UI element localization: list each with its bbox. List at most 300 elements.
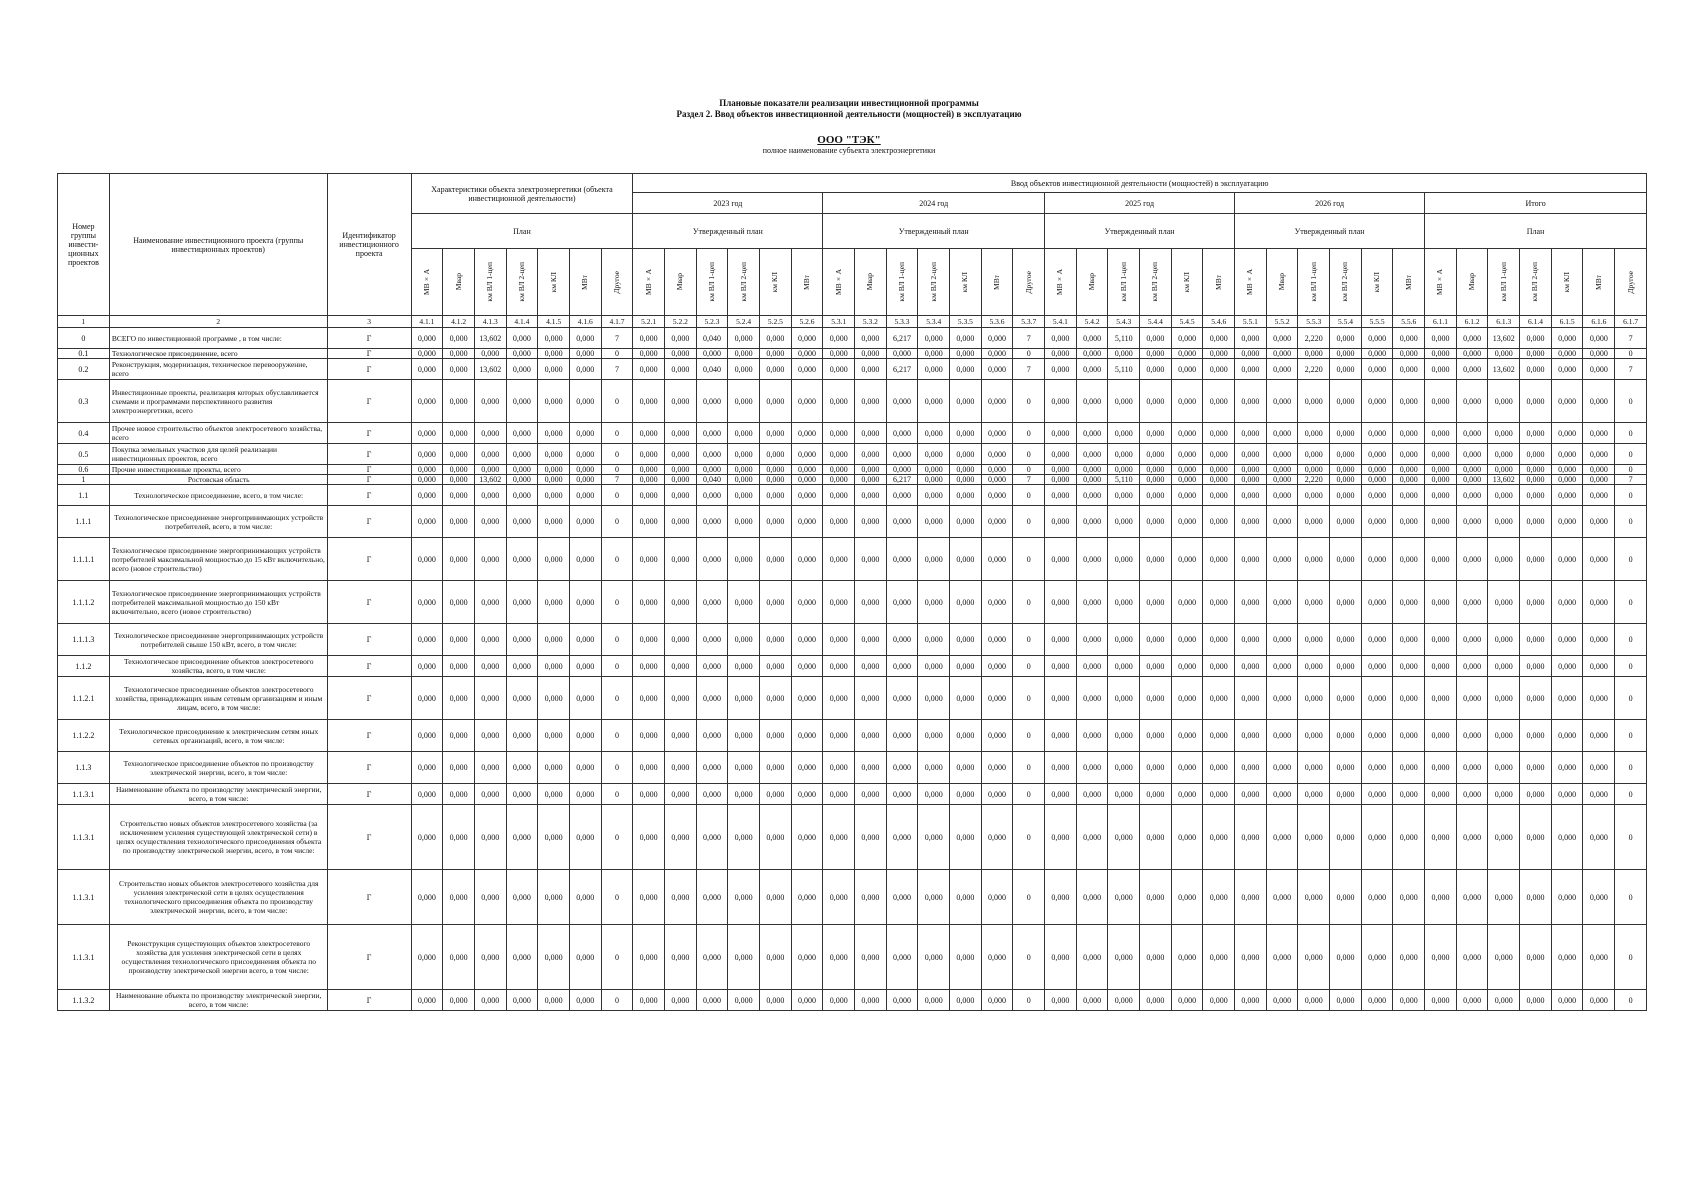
column-number: 4.1.3 [474, 316, 506, 328]
row-value: 0,000 [506, 465, 538, 475]
row-value: 0,000 [443, 677, 475, 720]
row-value: 0,000 [633, 752, 665, 784]
row-value: 0,000 [1171, 485, 1203, 506]
row-value: 0,000 [855, 677, 887, 720]
row-value: 0,000 [1203, 359, 1235, 380]
table-row [58, 444, 1647, 465]
row-value: 0,000 [633, 380, 665, 423]
unit-label: км ВЛ 2-цеп [1340, 262, 1350, 302]
row-value: 0,000 [1171, 423, 1203, 444]
row-value: 0,000 [1076, 720, 1108, 752]
row-value: 0,000 [1551, 423, 1583, 444]
row-value: 2,220 [1298, 475, 1330, 485]
row-value: 0,000 [665, 380, 697, 423]
row-value: 0,000 [1393, 359, 1425, 380]
unit-header [665, 249, 697, 316]
row-value: 0,000 [443, 359, 475, 380]
row-value: 0,000 [981, 423, 1013, 444]
row-value: 0,000 [1361, 925, 1393, 990]
row-value: 0,000 [538, 990, 570, 1011]
row-identifier: Г [327, 752, 411, 784]
row-value: 0,000 [1076, 359, 1108, 380]
row-value: 0,000 [1456, 990, 1488, 1011]
unit-label: км ВЛ 2-цеп [516, 262, 526, 302]
unit-label: км КЛ [770, 271, 780, 293]
row-value: 0,000 [1361, 720, 1393, 752]
row-value: 0,000 [886, 624, 918, 656]
header-project-name: Наименование инвестиционного проекта (группы инвестиционных проектов) [109, 174, 327, 316]
row-value: 0,000 [855, 805, 887, 870]
row-value: 0,000 [665, 506, 697, 538]
row-value: 0,000 [728, 752, 760, 784]
row-value: 0,000 [1330, 677, 1362, 720]
unit-label: МВ×А [643, 268, 653, 296]
row-value: 0,000 [728, 475, 760, 485]
row-value: 0,000 [411, 870, 443, 925]
column-number: 5.4.2 [1076, 316, 1108, 328]
unit-label: км КЛ [1562, 271, 1572, 293]
unit-label: км КЛ [548, 271, 558, 293]
row-value: 0,000 [791, 990, 823, 1011]
unit-header [1298, 249, 1330, 316]
row-value: 0,000 [1520, 677, 1552, 720]
unit-label: МВт [1593, 274, 1603, 290]
row-project-name: Технологическое присоединение энергопринимающих устройств потребителей, всего, в том числе: [109, 506, 327, 538]
row-value: 0,000 [1551, 349, 1583, 359]
table-row [58, 656, 1647, 677]
row-value: 0,000 [1235, 677, 1267, 720]
row-value: 0,000 [1425, 349, 1457, 359]
row-value: 0,000 [1393, 349, 1425, 359]
row-value: 0,000 [1108, 581, 1140, 624]
row-identifier: Г [327, 624, 411, 656]
row-value: 0,000 [1551, 925, 1583, 990]
row-value: 0,000 [506, 805, 538, 870]
row-value: 0,000 [1266, 444, 1298, 465]
column-number: 5.3.2 [855, 316, 887, 328]
row-value: 0,000 [474, 870, 506, 925]
row-value: 0,000 [981, 752, 1013, 784]
row-value: 0,000 [1393, 784, 1425, 805]
row-value: 0,000 [1140, 465, 1172, 475]
column-number: 5.3.4 [918, 316, 950, 328]
row-value: 0 [1615, 805, 1647, 870]
row-identifier: Г [327, 805, 411, 870]
row-value: 0,000 [886, 656, 918, 677]
row-value: 0,000 [506, 720, 538, 752]
row-value: 0,000 [1235, 624, 1267, 656]
row-value: 0,000 [1266, 805, 1298, 870]
row-number: 1.1.3.1 [58, 805, 110, 870]
row-value: 0,000 [1425, 465, 1457, 475]
row-value: 0,000 [474, 990, 506, 1011]
row-value: 0,000 [696, 380, 728, 423]
row-value: 2,220 [1298, 359, 1330, 380]
row-value: 0,000 [1330, 624, 1362, 656]
row-value: 0,000 [506, 925, 538, 990]
row-value: 0,000 [1361, 990, 1393, 1011]
table-header [58, 174, 1647, 328]
row-value: 0,000 [1235, 784, 1267, 805]
table-row [58, 805, 1647, 870]
row-value: 0 [1615, 538, 1647, 581]
row-value: 0,000 [1330, 720, 1362, 752]
row-value: 7 [1615, 359, 1647, 380]
row-value: 0,000 [1203, 677, 1235, 720]
row-value: 0,000 [823, 349, 855, 359]
row-value: 0 [601, 870, 633, 925]
unit-header [823, 249, 855, 316]
row-value: 0,000 [728, 538, 760, 581]
row-value: 0,000 [918, 423, 950, 444]
unit-header [1615, 249, 1647, 316]
row-value: 6,217 [886, 475, 918, 485]
row-value: 0,000 [1551, 380, 1583, 423]
row-value: 0,000 [760, 870, 792, 925]
row-value: 0,000 [474, 624, 506, 656]
row-value: 5,110 [1108, 475, 1140, 485]
row-value: 0,000 [791, 581, 823, 624]
row-value: 0,000 [633, 485, 665, 506]
row-value: 0,000 [1203, 444, 1235, 465]
row-value: 0,000 [855, 328, 887, 349]
unit-header [1045, 249, 1077, 316]
table-row [58, 475, 1647, 485]
row-value: 0,000 [443, 444, 475, 465]
row-value: 0,000 [886, 465, 918, 475]
row-value: 0,000 [823, 624, 855, 656]
row-value: 0,000 [1456, 677, 1488, 720]
row-value: 0,000 [1425, 805, 1457, 870]
row-value: 0,000 [1488, 380, 1520, 423]
row-value: 6,217 [886, 359, 918, 380]
row-project-name: Покупка земельных участков для целей реализации инвестиционных проектов, всего [109, 444, 327, 465]
row-value: 0,000 [665, 328, 697, 349]
row-value: 0,000 [1171, 380, 1203, 423]
row-value: 0,000 [760, 506, 792, 538]
row-value: 0,000 [1171, 538, 1203, 581]
row-value: 0,000 [1266, 359, 1298, 380]
row-value: 0,000 [1488, 465, 1520, 475]
row-value: 0,000 [443, 465, 475, 475]
row-value: 0,040 [696, 328, 728, 349]
row-value: 0,000 [443, 475, 475, 485]
row-value: 0 [601, 805, 633, 870]
row-value: 0 [601, 444, 633, 465]
row-value: 0 [1615, 485, 1647, 506]
row-value: 0,000 [1425, 328, 1457, 349]
row-value: 0,000 [411, 475, 443, 485]
row-value: 0,000 [886, 784, 918, 805]
row-value: 0,000 [728, 581, 760, 624]
row-value: 0,000 [1393, 444, 1425, 465]
row-value: 0,000 [1520, 423, 1552, 444]
row-number: 1.1.2 [58, 656, 110, 677]
row-value: 0,000 [696, 870, 728, 925]
row-value: 0,000 [633, 581, 665, 624]
row-value: 0,000 [950, 538, 982, 581]
row-value: 0,000 [411, 485, 443, 506]
table-row [58, 506, 1647, 538]
column-number: 6.1.1 [1425, 316, 1457, 328]
row-project-name: Технологическое присоединение объектов по производству электрической энергии, всего, в том числе: [109, 752, 327, 784]
row-value: 0,000 [760, 720, 792, 752]
row-value: 0,000 [791, 752, 823, 784]
unit-header [601, 249, 633, 316]
row-value: 0,000 [791, 538, 823, 581]
row-value: 0,000 [1171, 677, 1203, 720]
row-value: 0,000 [1583, 752, 1615, 784]
row-value: 0,000 [1298, 925, 1330, 990]
row-value: 0,000 [1551, 359, 1583, 380]
unit-header [1520, 249, 1552, 316]
row-value: 0,000 [1266, 624, 1298, 656]
unit-header [1361, 249, 1393, 316]
row-value: 0,000 [633, 677, 665, 720]
row-identifier: Г [327, 990, 411, 1011]
row-value: 0,000 [1108, 925, 1140, 990]
row-value: 0,000 [823, 805, 855, 870]
row-value: 0,000 [981, 805, 1013, 870]
row-value: 0,000 [728, 359, 760, 380]
row-value: 0,000 [1330, 538, 1362, 581]
row-value: 0,000 [506, 870, 538, 925]
row-value: 0,000 [823, 925, 855, 990]
row-value: 0,000 [1361, 423, 1393, 444]
column-number: 5.4.4 [1140, 316, 1172, 328]
row-value: 0,000 [1456, 581, 1488, 624]
row-value: 0,000 [1488, 805, 1520, 870]
row-project-name: Прочее новое строительство объектов электросетевого хозяйства, всего [109, 423, 327, 444]
row-value: 0,000 [1488, 925, 1520, 990]
row-value: 0,000 [1045, 349, 1077, 359]
row-value: 0,000 [1393, 328, 1425, 349]
row-project-name: Технологическое присоединение энергопринимающих устройств потребителей максимальной мощностью до 15 кВт включительно, всего (новое строительство) [109, 538, 327, 581]
row-value: 0,000 [728, 784, 760, 805]
row-value: 0,000 [1361, 752, 1393, 784]
row-number: 0.2 [58, 359, 110, 380]
row-value: 0,000 [1583, 720, 1615, 752]
row-value: 0,000 [506, 485, 538, 506]
row-value: 0 [1615, 990, 1647, 1011]
header-plan-type: Утвержденный план [1235, 214, 1425, 249]
row-value: 0,000 [1235, 925, 1267, 990]
row-value: 0,000 [791, 359, 823, 380]
row-value: 0,000 [791, 720, 823, 752]
header-year: 2024 год [823, 193, 1045, 214]
row-value: 0,000 [1045, 624, 1077, 656]
row-value: 0,000 [1266, 475, 1298, 485]
row-value: 0,000 [791, 870, 823, 925]
row-value: 0,000 [1171, 328, 1203, 349]
row-value: 0,000 [791, 465, 823, 475]
row-value: 0,000 [1425, 444, 1457, 465]
row-value: 0,000 [1045, 925, 1077, 990]
row-value: 0,000 [538, 380, 570, 423]
row-value: 0,000 [1520, 784, 1552, 805]
row-number: 1.1.1.3 [58, 624, 110, 656]
row-value: 0,000 [411, 677, 443, 720]
row-value: 0,000 [1330, 423, 1362, 444]
row-value: 0,000 [1330, 805, 1362, 870]
row-value: 0,000 [823, 475, 855, 485]
row-value: 0,000 [1171, 465, 1203, 475]
row-value: 0,000 [443, 423, 475, 444]
row-value: 0,000 [1361, 328, 1393, 349]
row-value: 0,040 [696, 475, 728, 485]
row-value: 0,000 [918, 925, 950, 990]
row-value: 0,000 [1203, 805, 1235, 870]
row-value: 0,000 [1203, 784, 1235, 805]
row-value: 0,000 [1551, 656, 1583, 677]
row-value: 0,000 [1551, 465, 1583, 475]
row-value: 0,000 [1393, 752, 1425, 784]
row-value: 0,000 [1425, 359, 1457, 380]
row-value: 0,000 [950, 720, 982, 752]
row-value: 0,000 [1488, 784, 1520, 805]
row-project-name: Реконструкция, модернизация, техническое перевооружение, всего [109, 359, 327, 380]
row-value: 0,000 [538, 444, 570, 465]
row-identifier: Г [327, 677, 411, 720]
row-value: 0 [1615, 444, 1647, 465]
row-value: 0 [1615, 870, 1647, 925]
row-value: 0,000 [665, 720, 697, 752]
row-value: 0,000 [1140, 380, 1172, 423]
unit-label: Мвар [453, 273, 463, 291]
row-value: 0,000 [1266, 925, 1298, 990]
unit-label: км ВЛ 2-цеп [928, 262, 938, 302]
row-value: 0,000 [1298, 465, 1330, 475]
row-value: 0,000 [1235, 423, 1267, 444]
column-number: 6.1.7 [1615, 316, 1647, 328]
row-value: 0,000 [633, 444, 665, 465]
row-value: 0,000 [569, 656, 601, 677]
row-value: 0,000 [1298, 805, 1330, 870]
row-value: 0,000 [1235, 444, 1267, 465]
row-value: 0,000 [728, 677, 760, 720]
row-value: 0,000 [538, 720, 570, 752]
row-value: 0,000 [538, 328, 570, 349]
row-value: 0,000 [1235, 328, 1267, 349]
row-value: 0,000 [506, 752, 538, 784]
row-value: 0,000 [1488, 990, 1520, 1011]
row-identifier: Г [327, 870, 411, 925]
row-value: 0,000 [1203, 423, 1235, 444]
row-value: 0,000 [1235, 752, 1267, 784]
row-value: 0,000 [1140, 656, 1172, 677]
unit-label: км КЛ [1372, 271, 1382, 293]
header-group-number: Номер группы инвести-ционных проектов [58, 174, 110, 316]
row-value: 0,000 [1140, 784, 1172, 805]
row-value: 0,000 [1108, 485, 1140, 506]
row-value: 0,000 [791, 475, 823, 485]
row-value: 0,000 [950, 925, 982, 990]
row-identifier: Г [327, 720, 411, 752]
row-number: 1 [58, 475, 110, 485]
row-value: 0,000 [1108, 990, 1140, 1011]
column-number: 5.3.6 [981, 316, 1013, 328]
row-value: 0,000 [1235, 349, 1267, 359]
unit-header [855, 249, 887, 316]
row-value: 0,000 [1076, 870, 1108, 925]
row-value: 0,000 [823, 581, 855, 624]
row-value: 0,000 [474, 720, 506, 752]
row-value: 0,000 [633, 359, 665, 380]
row-value: 0,000 [1330, 328, 1362, 349]
row-value: 7 [1013, 359, 1045, 380]
row-value: 0,000 [1298, 581, 1330, 624]
row-value: 0,000 [443, 581, 475, 624]
row-value: 0,000 [950, 485, 982, 506]
row-number: 1.1.2.2 [58, 720, 110, 752]
row-value: 0,000 [918, 624, 950, 656]
row-value: 0,000 [1488, 506, 1520, 538]
row-value: 0,000 [1456, 485, 1488, 506]
row-value: 0,000 [1140, 805, 1172, 870]
row-value: 0,000 [950, 990, 982, 1011]
row-value: 0 [1615, 784, 1647, 805]
row-value: 0,000 [760, 485, 792, 506]
row-value: 0,000 [411, 784, 443, 805]
row-value: 0,000 [1076, 328, 1108, 349]
column-number: 5.2.1 [633, 316, 665, 328]
row-value: 0 [1013, 805, 1045, 870]
row-value: 0,000 [411, 349, 443, 359]
row-value: 0,000 [950, 656, 982, 677]
row-value: 0,000 [1266, 349, 1298, 359]
row-value: 0,000 [1203, 485, 1235, 506]
row-value: 0,000 [538, 925, 570, 990]
row-value: 0,000 [1361, 805, 1393, 870]
row-value: 0 [601, 677, 633, 720]
row-value: 0,000 [823, 784, 855, 805]
row-value: 0,000 [1266, 581, 1298, 624]
column-number: 4.1.7 [601, 316, 633, 328]
row-value: 0,000 [886, 349, 918, 359]
row-value: 0,000 [728, 380, 760, 423]
unit-label: км ВЛ 1-цеп [1498, 262, 1508, 302]
row-number: 0.3 [58, 380, 110, 423]
row-value: 0,000 [823, 485, 855, 506]
row-value: 0,000 [1171, 990, 1203, 1011]
row-value: 0,000 [1171, 581, 1203, 624]
row-value: 0,000 [1266, 485, 1298, 506]
row-value: 0,000 [1393, 677, 1425, 720]
row-value: 0,000 [760, 423, 792, 444]
row-value: 0,000 [1108, 870, 1140, 925]
row-value: 0,000 [791, 784, 823, 805]
row-project-name: Наименование объекта по производству электрической энергии, всего, в том числе: [109, 784, 327, 805]
row-value: 0,000 [823, 538, 855, 581]
row-value: 0,000 [1140, 444, 1172, 465]
row-value: 0,000 [1045, 506, 1077, 538]
row-number: 1.1.2.1 [58, 677, 110, 720]
row-value: 0 [1615, 581, 1647, 624]
row-value: 0,000 [474, 506, 506, 538]
row-value: 0,000 [1330, 870, 1362, 925]
row-value: 0,000 [411, 538, 443, 581]
row-value: 0 [1615, 349, 1647, 359]
row-project-name: Технологическое присоединение объектов электросетевого хозяйства, принадлежащих иным сетевым организациям и иным лицам, всего, в том числе: [109, 677, 327, 720]
row-value: 0,000 [950, 677, 982, 720]
unit-label: МВт [992, 274, 1002, 290]
row-value: 0,000 [1456, 444, 1488, 465]
row-value: 0,000 [1171, 925, 1203, 990]
row-value: 0,000 [633, 925, 665, 990]
row-value: 0,000 [1235, 380, 1267, 423]
row-value: 0,000 [1330, 752, 1362, 784]
unit-label: Мвар [1467, 273, 1477, 291]
